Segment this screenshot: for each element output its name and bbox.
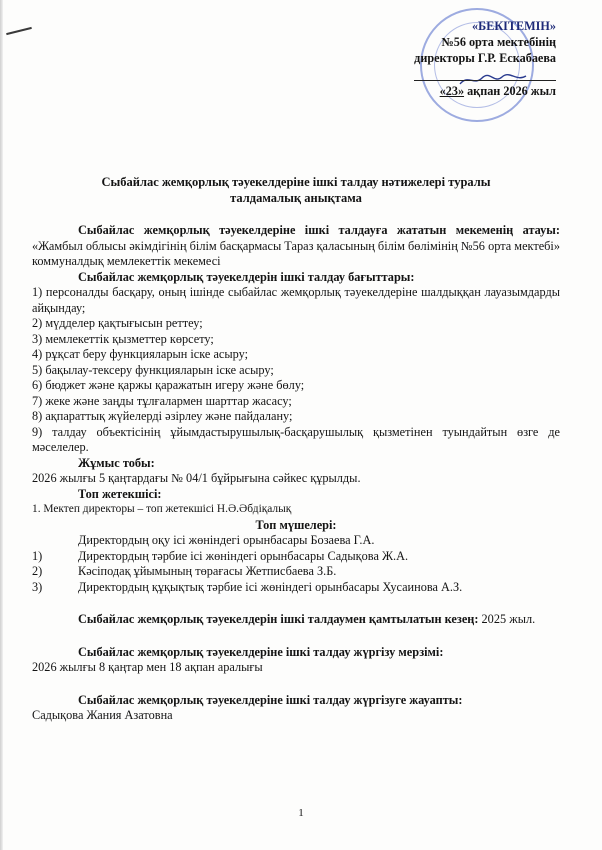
approval-date-day: «23» <box>439 84 465 98</box>
term-heading: Сыбайлас жемқорлық тәуекелдеріне ішкі талдау жүргізу мерзімі: <box>78 644 444 659</box>
leader-text: 1. Мектеп директоры – топ жетекшісі Н.Ә.Әбдіқалық <box>32 503 292 515</box>
direction-item: 2) мүдделер қақтығысын реттеу; <box>32 316 203 330</box>
direction-item: 4) рұқсат беру функцияларын іске асыру; <box>32 347 249 361</box>
document-title <box>32 174 560 206</box>
direction-item: 5) бақылау-тексеру функцияларын іске асыру; <box>32 362 274 377</box>
organization-label: Сыбайлас жемқорлық тәуекелдеріне ішкі талдауға жататын мекеменің атауы: <box>78 223 560 237</box>
directions-heading: Сыбайлас жемқорлық тәуекелдерін ішкі талдау бағыттары: <box>78 269 415 284</box>
members-list <box>32 549 560 596</box>
document-body <box>32 174 560 724</box>
approval-director: директоры Г.Р. Ескабаева <box>414 51 556 65</box>
members-heading: Топ мүшелері: <box>255 517 337 532</box>
approval-date-rest: ақпан 2026 жыл <box>464 84 556 98</box>
approval-heading: «БЕКІТЕМІН» <box>472 19 556 33</box>
member-number: 3) <box>32 579 43 594</box>
approval-block <box>414 18 556 99</box>
organization-paragraph <box>32 223 560 270</box>
period-paragraph <box>32 612 560 628</box>
period-value: 2025 жыл. <box>478 612 536 626</box>
term-value: 2026 жылғы 8 қаңтар мен 18 ақпан аралығы <box>32 660 263 674</box>
member-text: Директордың құқықтық тәрбие ісі жөніндегі орынбасары Хусаинова А.З. <box>78 579 463 594</box>
member-text: Кәсіподақ ұйымының төрағасы Жетписбаева З.Б. <box>78 564 337 578</box>
title-line-1: Сыбайлас жемқорлық тәуекелдеріне ішкі талдау нәтижелері туралы <box>101 175 491 189</box>
direction-item: 7) жеке және заңды тұлғалармен шарттар жасасу; <box>32 393 292 408</box>
approval-school: №56 орта мектебінің <box>441 35 556 49</box>
period-heading: Сыбайлас жемқорлық тәуекелдерін ішкі талдаумен қамтылатын кезең: <box>78 612 479 626</box>
members-intro: Директордың оқу ісі жөніндегі орынбасары Бозаева Г.А. <box>78 533 375 547</box>
member-row <box>32 564 560 580</box>
leader-heading: Топ жетекшісі: <box>78 486 162 501</box>
member-number: 2) <box>32 564 43 578</box>
direction-item: 9) талдау объектісінің ұйымдастырушылық-басқарушылық қызметінен туындайтын өзге де мәселелер. <box>32 424 560 454</box>
workgroup-heading: Жұмыс тобы: <box>78 455 155 470</box>
workgroup-text: 2026 жылғы 5 қаңтардағы № 04/1 бұйрығына сәйкес құрылды. <box>32 471 361 485</box>
member-text: Директордың тәрбие ісі жөніндегі орынбасары Садықова Ж.А. <box>78 548 409 563</box>
page-number: 1 <box>298 807 304 819</box>
title-line-2: талдамалық анықтама <box>230 191 362 205</box>
member-row <box>32 580 560 596</box>
approval-date <box>414 80 556 99</box>
member-row <box>32 549 560 565</box>
direction-item: 8) ақпараттық жүйелерді әзірлеу және пайдалану; <box>32 409 293 423</box>
scan-edge <box>0 0 3 850</box>
direction-item: 1) персоналды басқару, оның ішінде сыбайлас жемқорлық тәуекелдеріне шалдыққан лауазымдарды айқындау; <box>32 285 560 315</box>
directions-list <box>32 285 560 456</box>
member-number: 1) <box>32 548 43 563</box>
direction-item: 3) мемлекеттік қызметтер көрсету; <box>32 331 214 346</box>
organization-name: «Жамбыл облысы әкімдігінің білім басқармасы Тараз қаласының білім бөлімінің №56 орта мектебі» коммуналдық мемлекеттік мекемесі <box>32 238 560 268</box>
responsible-value: Садықова Жания Азатовна <box>32 708 173 722</box>
direction-item: 6) бюджет және қаржы қаражатын игеру және бөлу; <box>32 378 305 392</box>
pen-mark <box>6 27 32 35</box>
responsible-heading: Сыбайлас жемқорлық тәуекелдеріне ішкі талдау жүргізуге жауапты: <box>78 692 463 707</box>
